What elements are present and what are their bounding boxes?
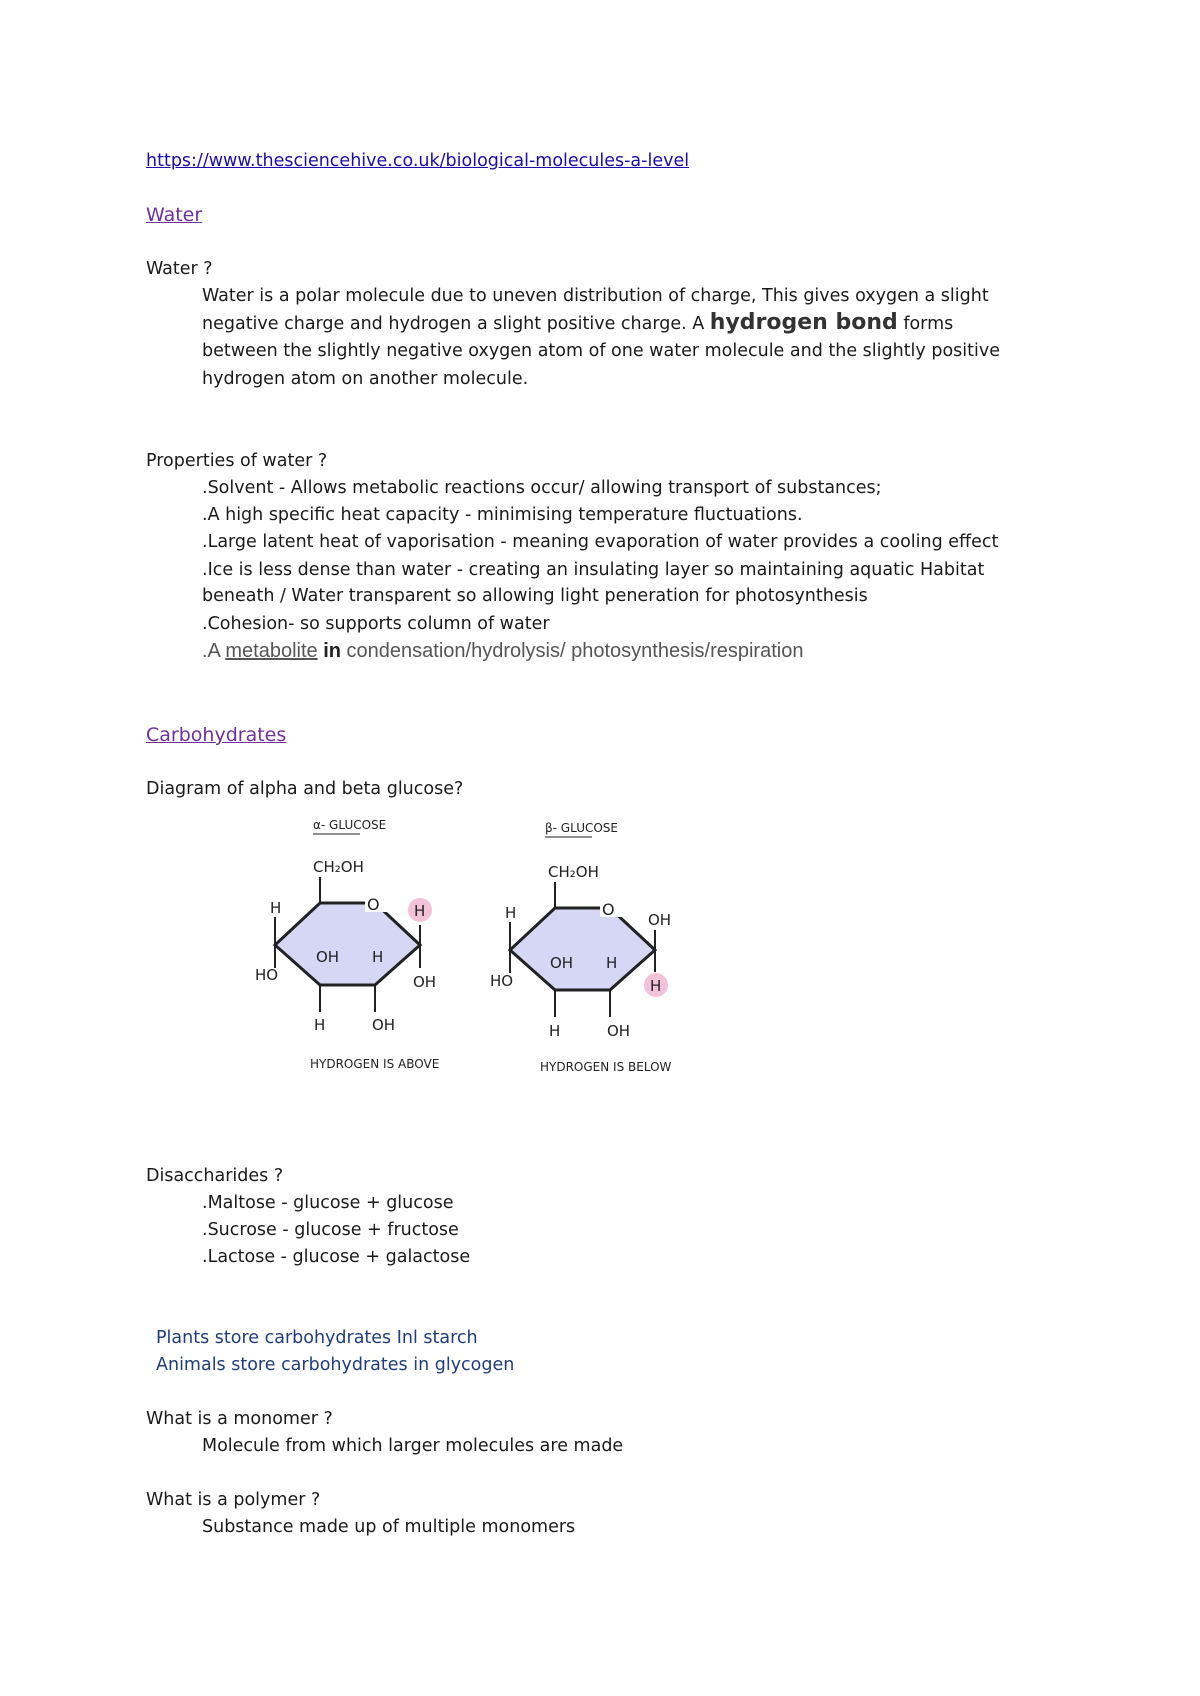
beta-h-bottom: H	[549, 1022, 561, 1040]
beta-h-top-left: H	[505, 904, 517, 922]
alpha-title: α- GLUCOSE	[313, 818, 387, 832]
property-item: beneath / Water transparent so allowing light peneration for photosynthesis	[202, 586, 868, 606]
alpha-caption: HYDROGEN IS ABOVE	[310, 1057, 440, 1071]
disaccharide-item: .Sucrose - glucose + fructose	[202, 1220, 459, 1240]
disaccharide-item: .Lactose - glucose + galactose	[202, 1247, 471, 1267]
beta-oh-right: OH	[648, 911, 672, 929]
plants-store-note: Plants store carbohydrates Inl starch	[156, 1328, 478, 1348]
beta-ch2oh: CH₂OH	[548, 863, 599, 881]
water-answer-line-4: hydrogen atom on another molecule.	[202, 369, 529, 389]
properties-question: Properties of water ?	[146, 451, 328, 471]
beta-ring-oxygen: O	[602, 900, 615, 919]
alpha-ring-oxygen: O	[367, 895, 380, 914]
disaccharide-item: .Maltose - glucose + glucose	[202, 1193, 454, 1213]
monomer-question: What is a monomer ?	[146, 1409, 333, 1429]
water-answer-line-1: Water is a polar molecule due to uneven distribution of charge, This gives oxygen a slight	[202, 286, 989, 306]
water-answer-line-2-pre: negative charge and hydrogen a slight positive charge. A	[202, 314, 710, 334]
property-item: .Ice is less dense than water - creating an insulating layer so maintaining aquatic Habitat	[202, 560, 985, 580]
hydrogen-bond-term: hydrogen bond	[709, 310, 898, 335]
alpha-h-right: H	[414, 902, 426, 920]
beta-title: β- GLUCOSE	[545, 821, 618, 835]
property-item: .A high specific heat capacity - minimising temperature fluctuations.	[202, 505, 803, 525]
alpha-glucose	[255, 818, 439, 1071]
monomer-answer: Molecule from which larger molecules are made	[202, 1436, 624, 1456]
beta-oh-bottom: OH	[607, 1022, 631, 1040]
property-item: .Cohesion- so supports column of water	[202, 614, 550, 634]
water-heading: Water	[146, 204, 203, 226]
alpha-h-inner: H	[372, 948, 384, 966]
beta-h-right: H	[650, 977, 662, 995]
metabolite-term: metabolite	[225, 640, 318, 662]
metabolite-in: in	[317, 640, 341, 662]
polymer-answer: Substance made up of multiple monomers	[202, 1517, 576, 1537]
beta-oh-inner: OH	[550, 954, 574, 972]
alpha-oh-bottom: OH	[372, 1016, 396, 1034]
polymer-question: What is a polymer ?	[146, 1490, 321, 1510]
metabolite-pre: .A	[202, 640, 226, 662]
beta-ring	[510, 908, 655, 990]
alpha-ch2oh: CH₂OH	[313, 858, 364, 876]
property-item: .Solvent - Allows metabolic reactions occur/ allowing transport of substances;	[202, 478, 882, 498]
water-answer-line-2-post: forms	[897, 314, 954, 334]
source-link[interactable]: https://www.thesciencehive.co.uk/biological-molecules-a-level	[146, 151, 690, 171]
animals-store-note: Animals store carbohydrates in glycogen	[156, 1355, 515, 1375]
alpha-oh-right: OH	[413, 973, 437, 991]
water-question: Water ?	[146, 259, 213, 279]
beta-ho: HO	[490, 972, 514, 990]
alpha-h-bottom: H	[314, 1016, 326, 1034]
disaccharides-question: Disaccharides ?	[146, 1166, 284, 1186]
alpha-ring	[275, 903, 420, 985]
carbohydrates-heading: Carbohydrates	[146, 724, 287, 746]
alpha-oh-inner: OH	[316, 948, 340, 966]
metabolite-post: condensation/hydrolysis/ photosynthesis/respiration	[340, 640, 804, 662]
beta-glucose	[490, 821, 672, 1074]
glucose-diagram-question: Diagram of alpha and beta glucose?	[146, 779, 464, 799]
alpha-h-top-left: H	[270, 899, 282, 917]
property-item: .Large latent heat of vaporisation - meaning evaporation of water provides a cooling effect	[202, 532, 999, 552]
beta-h-inner: H	[606, 954, 618, 972]
water-answer-line-3: between the slightly negative oxygen atom of one water molecule and the slightly positive	[202, 341, 1000, 361]
alpha-ho: HO	[255, 966, 279, 984]
beta-caption: HYDROGEN IS BELOW	[540, 1060, 672, 1074]
